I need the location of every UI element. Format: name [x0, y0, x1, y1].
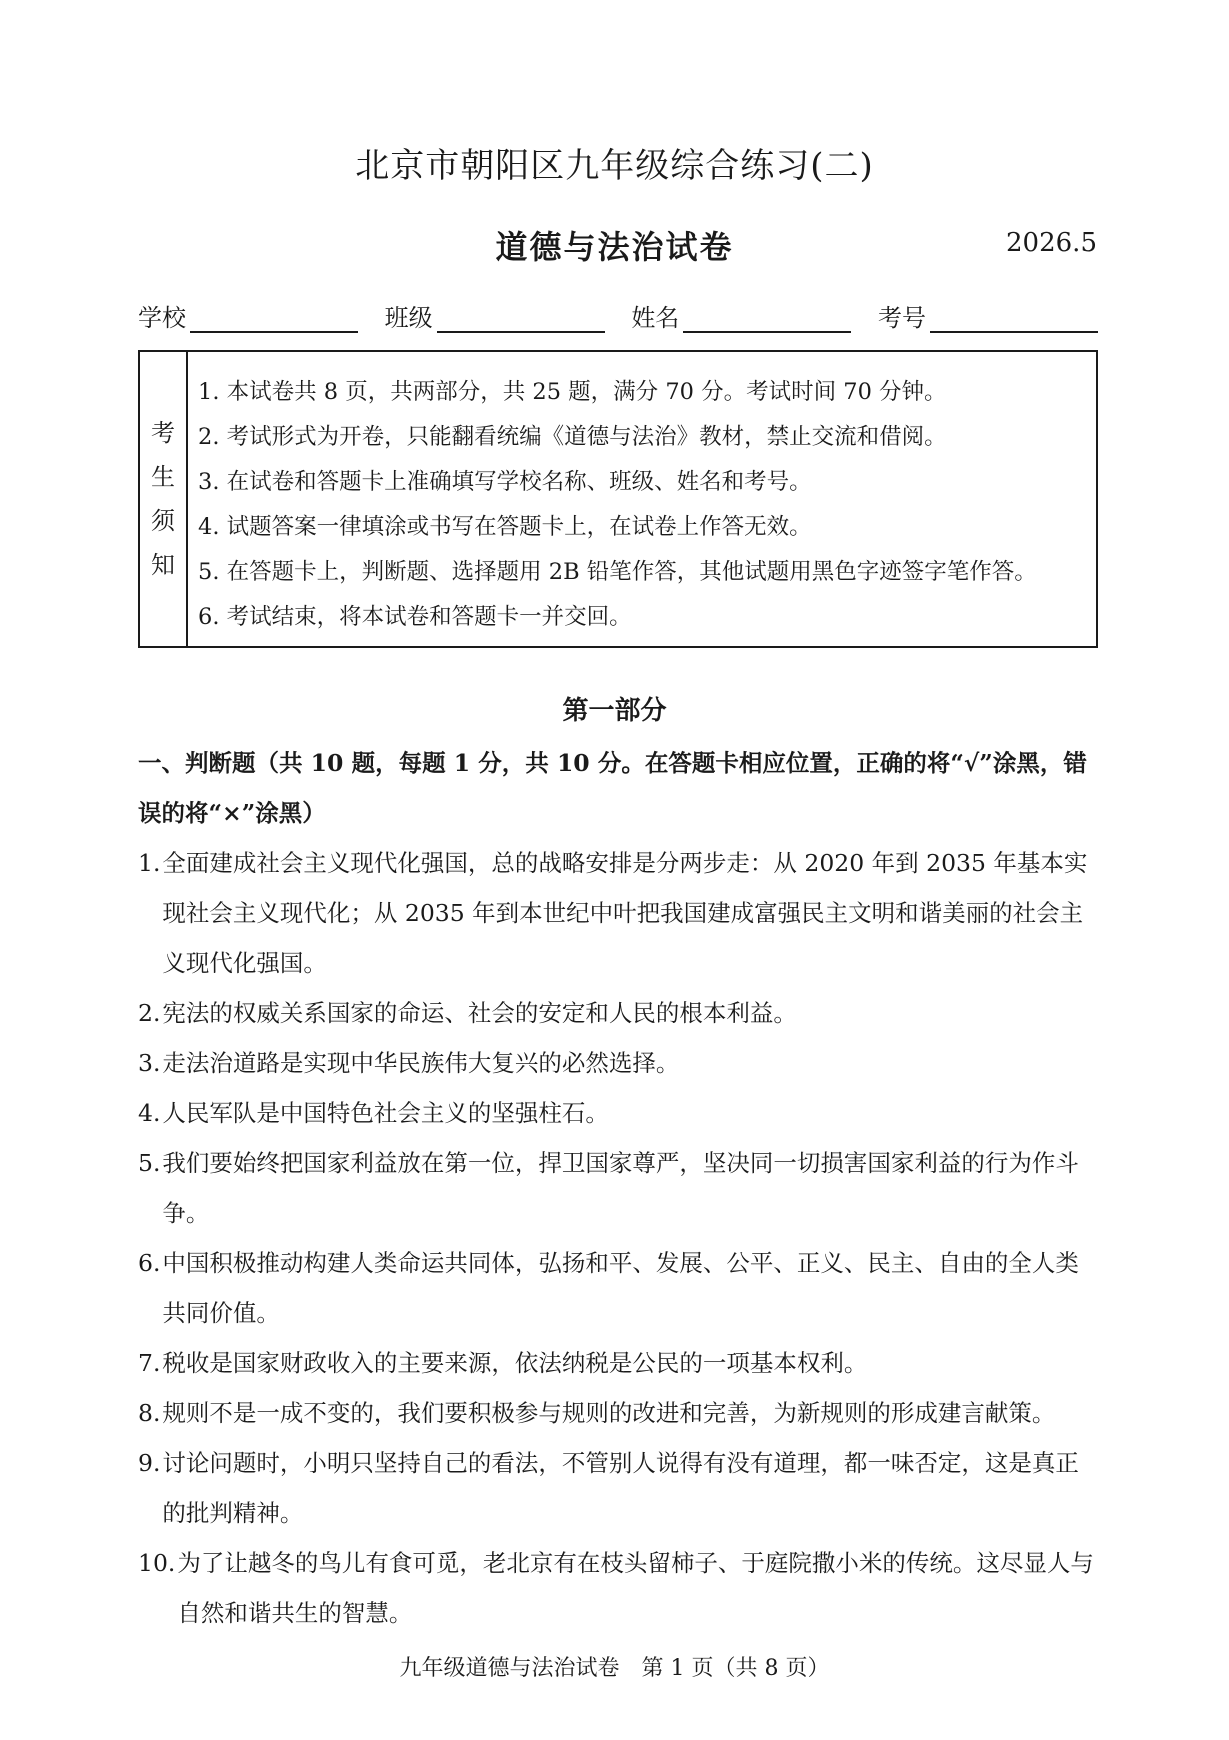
question-number: 7. [138, 1349, 161, 1377]
name-blank [683, 303, 851, 333]
question-item [138, 1038, 1098, 1088]
part-title: 第一部分 [562, 696, 667, 726]
question-item [138, 1338, 1098, 1388]
question-number: 2. [138, 999, 161, 1027]
student-info-row [138, 298, 1098, 333]
school-label: 学校 [138, 304, 186, 332]
question-text: 规则不是一成不变的，我们要积极参与规则的改进和完善，为新规则的形成建言献策。 [162, 1399, 1056, 1427]
class-blank [437, 303, 605, 333]
page-footer: 九年级道德与法治试卷 第 1 页（共 8 页） [399, 1656, 830, 1681]
school-blank [190, 303, 358, 333]
question-text: 讨论问题时，小明只坚持自己的看法，不管别人说得有没有道理，都一味否定，这是真正的批判精神。 [162, 1449, 1079, 1527]
name-label: 姓名 [631, 304, 680, 332]
question-number: 4. [138, 1099, 161, 1127]
notice-item: 1. 本试卷共 8 页，共两部分，共 25 题，满分 70 分。考试时间 70 分钟。 [198, 379, 947, 405]
question-number: 5. [138, 1149, 161, 1177]
exam-notice-box [138, 350, 1098, 648]
exam-number-blank [930, 303, 1098, 333]
question-text: 为了让越冬的鸟儿有食可觅，老北京有在枝头留柿子、于庭院撒小米的传统。这尽显人与自然和谐共生的智慧。 [177, 1549, 1094, 1627]
notice-item: 5. 在答题卡上，判断题、选择题用 2B 铅笔作答，其他试题用黑色字迹签字笔作答。 [198, 559, 1037, 585]
page-title: 北京市朝阳区九年级综合练习(二) [355, 146, 874, 186]
exam-number-label: 考号 [877, 304, 926, 332]
notice-item: 3. 在试卷和答题卡上准确填写学校名称、班级、姓名和考号。 [198, 469, 812, 495]
question-number: 8. [138, 1399, 161, 1427]
notice-heading-char: 须 [151, 507, 175, 535]
notice-list [188, 352, 1037, 646]
section-heading: 一、判断题（共 10 题，每题 1 分，共 10 分。在答题卡相应位置，正确的将“√”涂黑，错误的将“×”涂黑） [138, 749, 1087, 827]
question-number: 3. [138, 1049, 161, 1077]
subject-title: 道德与法治试卷 [495, 228, 734, 266]
question-number: 9. [138, 1449, 161, 1477]
question-item [138, 1388, 1098, 1438]
exam-date: 2026.5 [1006, 228, 1097, 258]
question-item [138, 1238, 1098, 1338]
question-number: 6. [138, 1249, 161, 1277]
class-label: 班级 [384, 304, 433, 332]
question-text: 走法治道路是实现中华民族伟大复兴的必然选择。 [162, 1049, 680, 1077]
question-item [138, 838, 1098, 988]
question-item [138, 988, 1098, 1038]
question-item [138, 1538, 1098, 1638]
question-text: 中国积极推动构建人类命运共同体，弘扬和平、发展、公平、正义、民主、自由的全人类共同价值。 [162, 1249, 1079, 1327]
notice-item: 4. 试题答案一律填涂或书写在答题卡上，在试卷上作答无效。 [198, 514, 812, 540]
question-number: 1. [138, 849, 161, 877]
question-item [138, 1088, 1098, 1138]
question-item [138, 1438, 1098, 1538]
question-text: 我们要始终把国家利益放在第一位，捍卫国家尊严，坚决同一切损害国家利益的行为作斗争。 [162, 1149, 1079, 1227]
question-number: 10. [138, 1549, 176, 1577]
question-text: 全面建成社会主义现代化强国，总的战略安排是分两步走：从 2020 年到 2035 年基本实现社会主义现代化；从 2035 年到本世纪中叶把我国建成富强民主文明和谐美丽的社会主义现代化强国。 [162, 849, 1088, 977]
question-text: 税收是国家财政收入的主要来源，依法纳税是公民的一项基本权利。 [162, 1349, 868, 1377]
question-text: 宪法的权威关系国家的命运、社会的安定和人民的根本利益。 [162, 999, 797, 1027]
notice-heading-char: 考 [151, 419, 175, 447]
question-text: 人民军队是中国特色社会主义的坚强柱石。 [162, 1099, 609, 1127]
notice-heading-char: 知 [151, 551, 175, 579]
notice-item: 6. 考试结束，将本试卷和答题卡一并交回。 [198, 604, 632, 630]
class-field [385, 298, 605, 333]
question-item [138, 1138, 1098, 1238]
question-list [138, 838, 1098, 1638]
exam-number-field [878, 298, 1098, 333]
notice-heading [140, 352, 188, 646]
notice-item: 2. 考试形式为开卷，只能翻看统编《道德与法治》教材，禁止交流和借阅。 [198, 424, 947, 450]
name-field [631, 298, 851, 333]
notice-heading-char: 生 [151, 463, 175, 491]
school-field [138, 298, 358, 333]
